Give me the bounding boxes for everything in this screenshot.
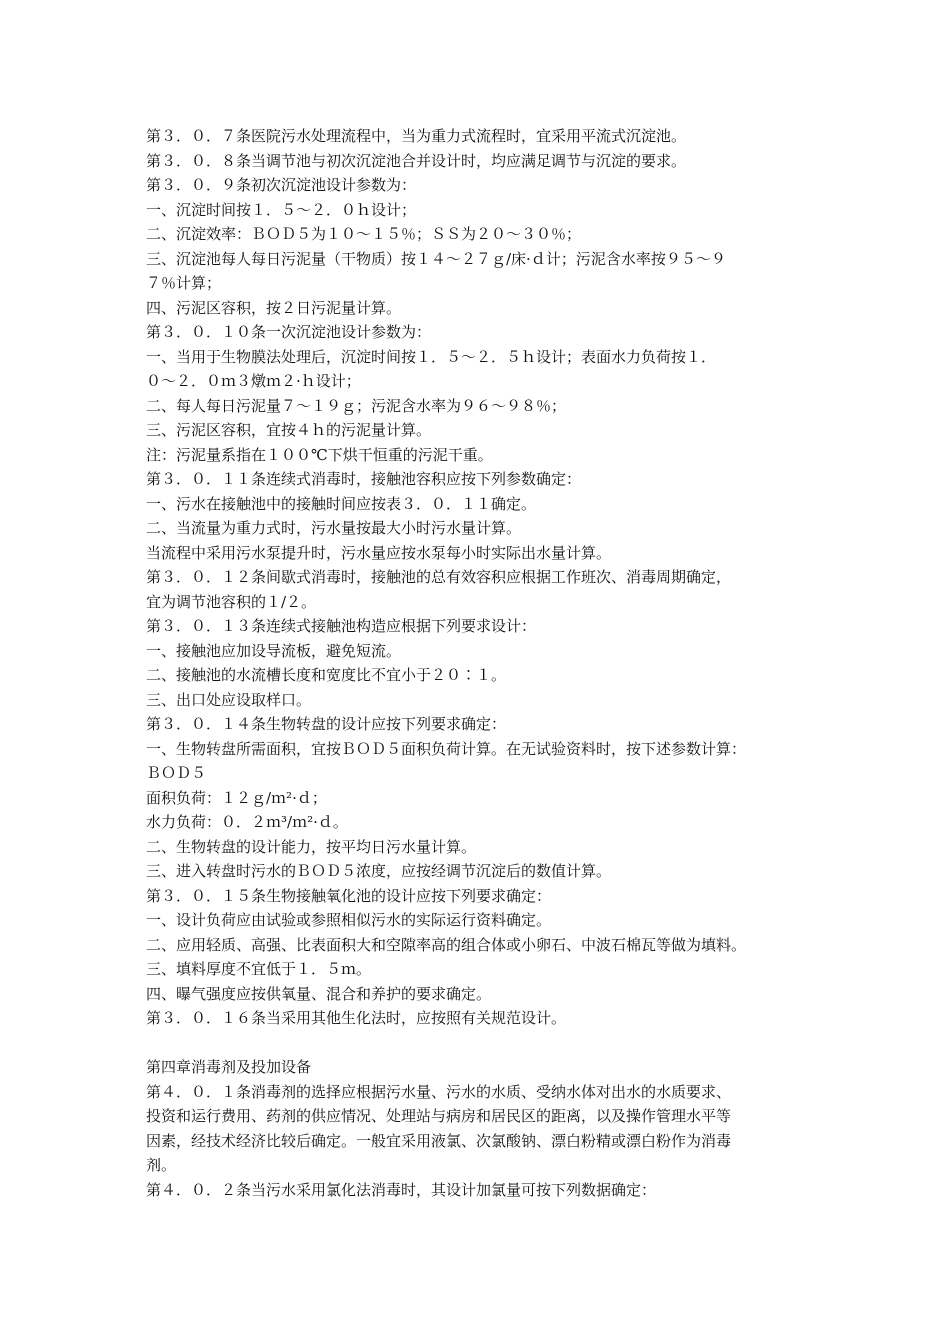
text-line: 当流程中采用污水泵提升时，污水量应按水泵每小时实际出水量计算。 (146, 543, 612, 562)
text-line: 因素，经技术经济比较后确定。一般宜采用液氯、次氯酸钠、漂白粉精或漂白粉作为消毒 (146, 1131, 732, 1150)
text-line: 一、污水在接触池中的接触时间应按表３．０．１１确定。 (146, 494, 537, 513)
text-line: 三、污泥区容积，宜按４ｈ的污泥量计算。 (146, 421, 432, 439)
text-line: 一、生物转盘所需面积，宜按ＢＯＤ５面积负荷计算。在无试验资料时，按下述参数计算： (146, 739, 747, 758)
text-line: 第３．０．８条当调节池与初次沉淀池合并设计时，均应满足调节与沉淀的要求。 (146, 151, 687, 170)
text-line: 第４．０．１条消毒剂的选择应根据污水量、污水的水质、受纳水体对出水的水质要求、 (146, 1082, 732, 1101)
text-line: 二、接触池的水流槽长度和宽度比不宜小于２０∶１。 (146, 666, 507, 684)
text-line: 四、曝气强度应按供氧量、混合和养护的要求确定。 (146, 984, 492, 1003)
text-line: 二、每人每日污泥量７～１９ｇ；污泥含水率为９６～９８％； (146, 396, 567, 415)
text-line: 第４．０．２条当污水采用氯化法消毒时，其设计加氯量可按下列数据确定： (146, 1180, 657, 1199)
text-line: 水力负荷：０．２ｍ³/ｍ²·ｄ。 (146, 813, 348, 831)
text-line: 剂。 (146, 1156, 177, 1174)
text-line: 一、设计负荷应由试验或参照相似污水的实际运行资料确定。 (146, 911, 552, 929)
text-line: 第四章消毒剂及投加设备 (146, 1058, 312, 1076)
text-line: 三、进入转盘时污水的ＢＯＤ５浓度，应按经调节沉淀后的数值计算。 (146, 862, 612, 880)
text-line: 一、接触池应加设导流板，避免短流。 (146, 641, 402, 660)
text-line: 投资和运行费用、药剂的供应情况、处理站与病房和居民区的距离，以及操作管理水平等 (146, 1107, 732, 1125)
text-line: 面积负荷：１２ｇ/ｍ²·ｄ； (146, 788, 327, 807)
text-line: 第３．０．１６条当采用其他生化法时，应按照有关规范设计。 (146, 1009, 567, 1027)
text-line: 第３．０．１３条连续式接触池构造应根据下列要求设计： (146, 617, 537, 635)
text-line: 一、沉淀时间按１．５～２．０ｈ设计； (146, 200, 417, 219)
text-line: 一、当用于生物膜法处理后，沉淀时间按１．５～２．５ｈ设计；表面水力负荷按１． (146, 347, 717, 366)
text-line: ７％计算； (146, 274, 222, 292)
text-line: 第３．０．１４条生物转盘的设计应按下列要求确定： (146, 715, 507, 733)
text-line: 二、应用轻质、高强、比表面积大和空隙率高的组合体或小卵石、中波石棉瓦等做为填料。 (146, 935, 747, 954)
text-line: 第３．０．７条医院污水处理流程中，当为重力式流程时，宜采用平流式沉淀池。 (146, 127, 687, 145)
text-line: 第３．０．１５条生物接触氧化池的设计应按下列要求确定： (146, 886, 552, 905)
text-line: 二、生物转盘的设计能力，按平均日污水量计算。 (146, 837, 477, 856)
text-line: 二、当流量为重力式时，污水量按最大小时污水量计算。 (146, 519, 522, 537)
text-line: 第３．０．１０条一次沉淀池设计参数为： (146, 323, 432, 341)
document-body (146, 124, 816, 1202)
blank-line (146, 1031, 816, 1056)
text-line: 宜为调节池容积的１/２。 (146, 592, 317, 611)
text-line: ０～２．０ｍ３燉ｍ２·ｈ设计； (146, 372, 361, 390)
text-line: 二、沉淀效率：ＢＯＤ５为１０～１５％；ＳＳ为２０～３０％； (146, 225, 582, 243)
text-line: 三、出口处应设取样口。 (146, 690, 312, 709)
text-line: 第３．０．１１条连续式消毒时，接触池容积应按下列参数确定： (146, 470, 582, 488)
text-line: 第３．０．９条初次沉淀池设计参数为： (146, 176, 417, 194)
text-line: 第３．０．１２条间歇式消毒时，接触池的总有效容积应根据工作班次、消毒周期确定， (146, 568, 732, 586)
text-line: ＢＯＤ５ (146, 764, 207, 782)
text-line: 三、沉淀池每人每日污泥量（干物质）按１４～２７ｇ/床·ｄ计；污泥含水率按９５～９ (146, 249, 726, 268)
text-line: 注：污泥量系指在１００℃下烘干恒重的污泥干重。 (146, 445, 493, 464)
text-line: 四、污泥区容积，按２日污泥量计算。 (146, 298, 402, 317)
text-line: 三、填料厚度不宜低于１．５ｍ。 (146, 960, 372, 978)
